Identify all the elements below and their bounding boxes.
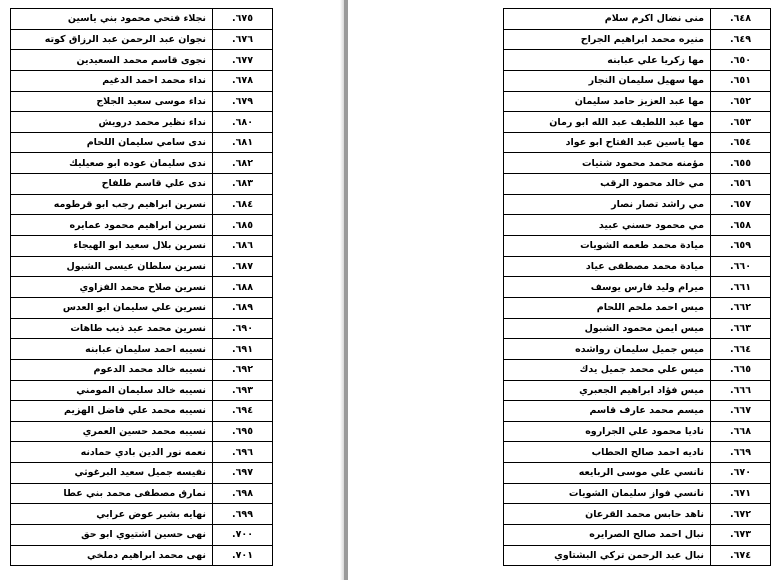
table-row — [504, 50, 771, 71]
row-name: ندى سامي سليمان اللحام — [11, 132, 213, 153]
table-row — [11, 504, 273, 525]
row-name: نبال عبد الرحمن تركي البشتاوي — [504, 545, 711, 566]
row-name: منيره محمد ابراهيم الجراح — [504, 29, 711, 50]
row-number: ٦٤٨. — [711, 9, 771, 30]
table-row — [11, 339, 273, 360]
table-row — [504, 70, 771, 91]
table-row — [11, 91, 273, 112]
row-name: ميس احمد ملحم اللحام — [504, 297, 711, 318]
row-name: ناهد حابس محمد القرعان — [504, 504, 711, 525]
row-name: مي خالد محمود الرقب — [504, 174, 711, 195]
table-row — [11, 483, 273, 504]
table-row — [504, 525, 771, 546]
row-name: ميادة محمد مصطفى عياد — [504, 256, 711, 277]
table-row — [504, 194, 771, 215]
row-number: ٦٦١. — [711, 277, 771, 298]
row-name: نسيبه خالد محمد الدعوم — [11, 359, 213, 380]
right-page-names-table — [503, 8, 771, 566]
table-row — [11, 70, 273, 91]
row-number: ٦٥١. — [711, 70, 771, 91]
row-number: ٦٨٨. — [213, 277, 273, 298]
row-number: ٦٨١. — [213, 132, 273, 153]
row-name: نانسي فواز سليمان الشويات — [504, 483, 711, 504]
row-name: نجلاء فتحي محمود بني ياسين — [11, 9, 213, 30]
row-number: ٦٨٢. — [213, 153, 273, 174]
row-number: ٦٩١. — [213, 339, 273, 360]
row-number: ٦٨٣. — [213, 174, 273, 195]
table-row — [504, 91, 771, 112]
row-name: مي محمود حسني عبيد — [504, 215, 711, 236]
table-row — [11, 525, 273, 546]
table-row — [504, 112, 771, 133]
row-name: ميس ايمن محمود الشبول — [504, 318, 711, 339]
row-name: ميرام وليد فارس يوسف — [504, 277, 711, 298]
row-name: مها عبد اللطيف عبد الله ابو رمان — [504, 112, 711, 133]
table-row — [11, 463, 273, 484]
row-number: ٦٧٣. — [711, 525, 771, 546]
row-name: نسرين محمد عيد ذيب طاهات — [11, 318, 213, 339]
row-number: ٦٦٣. — [711, 318, 771, 339]
table-row — [504, 504, 771, 525]
row-name: ميس علي محمد جميل يدك — [504, 359, 711, 380]
row-number: ٧٠١. — [213, 545, 273, 566]
row-name: نداء محمد احمد الدغيم — [11, 70, 213, 91]
left-page-names-table — [10, 8, 273, 566]
table-row — [11, 112, 273, 133]
table-row — [11, 421, 273, 442]
row-number: ٦٨٩. — [213, 297, 273, 318]
table-row — [504, 442, 771, 463]
row-name: نسيبه محمد علي فاضل الهزيم — [11, 401, 213, 422]
row-number: ٦٩٩. — [213, 504, 273, 525]
table-row — [504, 297, 771, 318]
row-name: نبال احمد صالح الصرايره — [504, 525, 711, 546]
table-row — [11, 132, 273, 153]
row-number: ٦٤٩. — [711, 29, 771, 50]
table-row — [504, 421, 771, 442]
row-number: ٦٩٧. — [213, 463, 273, 484]
row-number: ٦٨٠. — [213, 112, 273, 133]
row-name: ناديه احمد صالح الحطاب — [504, 442, 711, 463]
row-number: ٦٦٤. — [711, 339, 771, 360]
row-name: ندى سليمان عوده ابو صعيليك — [11, 153, 213, 174]
row-number: ٦٩٣. — [213, 380, 273, 401]
row-number: ٦٦٦. — [711, 380, 771, 401]
table-row — [11, 9, 273, 30]
row-number: ٦٨٥. — [213, 215, 273, 236]
table-row — [11, 277, 273, 298]
row-number: ٦٧٩. — [213, 91, 273, 112]
row-number: ٦٦٥. — [711, 359, 771, 380]
row-name: نانسي علي موسى الربايعه — [504, 463, 711, 484]
row-name: نسيبه احمد سليمان عبابنه — [11, 339, 213, 360]
table-row — [504, 545, 771, 566]
table-row — [504, 483, 771, 504]
row-name: نجوان عبد الرحمن عبد الرزاق كوته — [11, 29, 213, 50]
row-name: مها ياسين عبد الفتاح ابو عواد — [504, 132, 711, 153]
table-row — [504, 277, 771, 298]
table-row — [11, 153, 273, 174]
row-number: ٦٧٠. — [711, 463, 771, 484]
row-name: ندى علي قاسم طلفاح — [11, 174, 213, 195]
table-row — [11, 380, 273, 401]
row-number: ٦٧٤. — [711, 545, 771, 566]
table-row — [11, 29, 273, 50]
table-row — [11, 215, 273, 236]
row-name: نسيبه خالد سليمان المومني — [11, 380, 213, 401]
left-page-rows — [11, 9, 273, 566]
row-number: ٦٧٥. — [213, 9, 273, 30]
table-row — [504, 463, 771, 484]
table-row — [11, 174, 273, 195]
row-number: ٦٩٤. — [213, 401, 273, 422]
row-name: نسرين صلاح محمد الفزاوي — [11, 277, 213, 298]
row-number: ٦٧١. — [711, 483, 771, 504]
table-row — [11, 297, 273, 318]
row-name: نسرين ابراهيم محمود عمايره — [11, 215, 213, 236]
row-number: ٦٧٧. — [213, 50, 273, 71]
table-row — [11, 318, 273, 339]
table-row — [504, 29, 771, 50]
row-number: ٦٥٩. — [711, 236, 771, 257]
row-name: نهى محمد ابراهيم دملخي — [11, 545, 213, 566]
table-row — [504, 215, 771, 236]
row-name: ناديا محمود علي الجراروه — [504, 421, 711, 442]
table-row — [11, 359, 273, 380]
row-name: نعمه نور الدين بادي حمادنه — [11, 442, 213, 463]
row-number: ٦٦٠. — [711, 256, 771, 277]
table-row — [504, 153, 771, 174]
row-name: مؤمنه محمد محمود شتيات — [504, 153, 711, 174]
row-name: ميس جميل سليمان رواشده — [504, 339, 711, 360]
row-number: ٦٦٨. — [711, 421, 771, 442]
row-name: نسرين علي سليمان ابو العدس — [11, 297, 213, 318]
row-number: ٦٦٢. — [711, 297, 771, 318]
row-name: ميسم محمد عارف قاسم — [504, 401, 711, 422]
row-name: نمارق مصطفى محمد بني عطا — [11, 483, 213, 504]
row-name: نهى حسين اشتيوي ابو حق — [11, 525, 213, 546]
table-row — [504, 401, 771, 422]
row-number: ٦٥٢. — [711, 91, 771, 112]
row-number: ٦٦٧. — [711, 401, 771, 422]
row-name: نسرين ابراهيم رجب ابو قرطومه — [11, 194, 213, 215]
row-number: ٦٨٦. — [213, 236, 273, 257]
row-name: مها زكريا علي عبابنه — [504, 50, 711, 71]
table-row — [11, 401, 273, 422]
row-number: ٦٦٩. — [711, 442, 771, 463]
table-row — [11, 442, 273, 463]
row-name: نسيبه محمد حسين العمري — [11, 421, 213, 442]
row-number: ٦٩٥. — [213, 421, 273, 442]
row-name: نسرين سلطان عيسى الشبول — [11, 256, 213, 277]
row-number: ٦٥٧. — [711, 194, 771, 215]
row-name: مها عبد العزيز حامد سليمان — [504, 91, 711, 112]
table-row — [504, 318, 771, 339]
row-number: ٦٥٦. — [711, 174, 771, 195]
row-name: مها سهيل سليمان النجار — [504, 70, 711, 91]
table-row — [504, 359, 771, 380]
row-number: ٦٨٤. — [213, 194, 273, 215]
row-name: ميادة محمد طعمه الشويات — [504, 236, 711, 257]
row-number: ٦٥٨. — [711, 215, 771, 236]
table-row — [11, 236, 273, 257]
row-name: نداء موسى سعيد الجلاج — [11, 91, 213, 112]
row-name: نسرين بلال سعيد ابو الهيجاء — [11, 236, 213, 257]
table-row — [504, 339, 771, 360]
table-row — [504, 9, 771, 30]
row-number: ٦٥٣. — [711, 112, 771, 133]
table-row — [504, 174, 771, 195]
row-name: منى نضال اكرم سلام — [504, 9, 711, 30]
row-number: ٦٧٨. — [213, 70, 273, 91]
row-name: ميس فؤاد ابراهيم الجعبري — [504, 380, 711, 401]
table-row — [11, 194, 273, 215]
table-row — [504, 256, 771, 277]
table-row — [504, 132, 771, 153]
table-row — [11, 256, 273, 277]
row-name: نداء نظير محمد درويش — [11, 112, 213, 133]
row-number: ٦٧٦. — [213, 29, 273, 50]
row-number: ٦٩٦. — [213, 442, 273, 463]
row-name: نهايه بشير عوض عرابي — [11, 504, 213, 525]
row-number: ٦٥٥. — [711, 153, 771, 174]
row-number: ٦٩٢. — [213, 359, 273, 380]
row-name: نجوى قاسم محمد السعيدين — [11, 50, 213, 71]
row-number: ٦٧٢. — [711, 504, 771, 525]
row-name: نفيسه جميل سعيد البرغوثي — [11, 463, 213, 484]
right-page-rows — [504, 9, 771, 566]
row-number: ٦٩٠. — [213, 318, 273, 339]
table-row — [11, 545, 273, 566]
table-row — [504, 236, 771, 257]
table-row — [504, 380, 771, 401]
row-number: ٧٠٠. — [213, 525, 273, 546]
row-number: ٦٥٤. — [711, 132, 771, 153]
row-name: مي راشد تصار نصار — [504, 194, 711, 215]
row-number: ٦٩٨. — [213, 483, 273, 504]
table-row — [11, 50, 273, 71]
row-number: ٦٨٧. — [213, 256, 273, 277]
row-number: ٦٥٠. — [711, 50, 771, 71]
page-gutter — [344, 0, 348, 580]
